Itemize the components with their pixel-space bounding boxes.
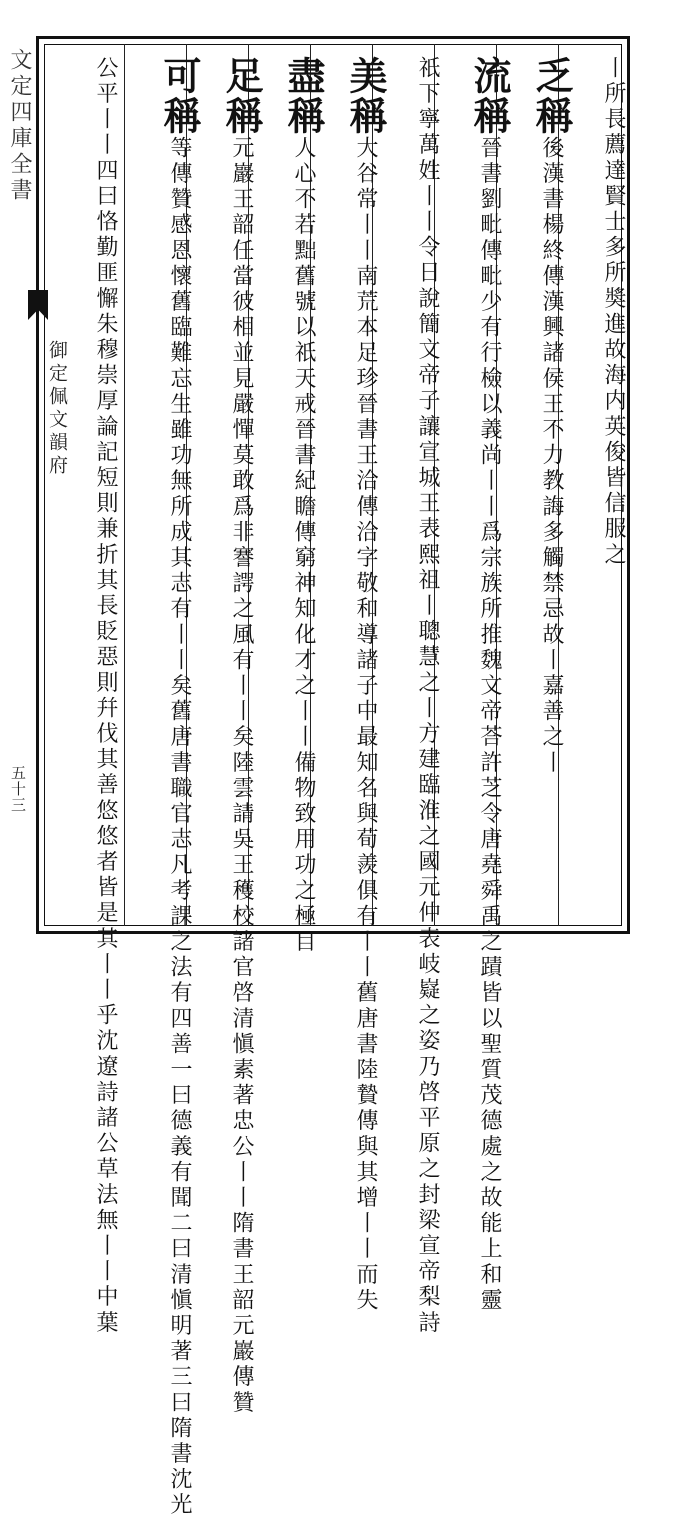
- entry-heading: 盡稱: [281, 56, 326, 136]
- text-column-9: [66, 56, 120, 1336]
- entry-heading: 乏稱: [529, 56, 574, 136]
- text-column-5: [326, 56, 388, 1314]
- text-column-8: [140, 56, 202, 1518]
- column-text: 祇下寧萬姓丨丨令日說簡文帝子讓宣城王表熙祖丨聰慧之丨方建臨淮之國元仲表岐嶷之姿乃啓平原之封梁宣帝梨詩: [415, 56, 440, 1336]
- column-text: 丨所長薦達賢士多所奬進故海内英俊皆信服之: [601, 56, 626, 568]
- text-column-3: [450, 56, 512, 1314]
- page-number: 五十三: [9, 765, 27, 813]
- entry-heading: 可稱: [157, 56, 202, 136]
- text-column-7: [202, 56, 264, 1416]
- margin-header-fragment: 文定四庫全書: [7, 48, 32, 204]
- text-column-4: [388, 56, 442, 1336]
- text-column-2: [512, 56, 574, 916]
- column-text: 元巖王韶任當彼相並見嚴憚莫敢爲非謇諤之風有丨丨矣陸雲請吳王穫校諸官啓清愼素著忠公丨丨隋書王韶元巖傳贊: [229, 136, 254, 1416]
- text-column-1: [574, 56, 628, 916]
- column-text: 大谷常丨丨南荒本足珍晉書王洽傳洽字敬和導諸子中最知名與荀羨俱有丨丨舊唐書陸贄傳與其增丨丨而失: [353, 136, 378, 1314]
- entry-heading: 流稱: [467, 56, 512, 136]
- entry-heading: 足稱: [219, 56, 264, 136]
- column-text: 後漢書楊終傳漢興諸侯王不力教誨多觸禁忌故丨嘉善之丨: [539, 136, 564, 776]
- column-text: 公平丨丨四曰恪勤匪懈朱穆崇厚論記短則兼折其長貶惡則幷伐其善悠悠者皆是其丨丨乎沈遼詩諸公草法無丨丨中葉: [93, 56, 118, 1336]
- text-column-6: [264, 56, 326, 956]
- column-text: 晉書劉毗傳毗少有行檢以義尚丨丨爲宗族所推魏文帝荅許芝令唐堯舜禹之蹟皆以聖質茂德處之故能上和靈: [477, 136, 502, 1314]
- entry-heading: 美稱: [343, 56, 388, 136]
- margin-book-title: 御定佩文韻府: [46, 340, 68, 478]
- column-text: 人心不若黜舊號以祇天戒晉書紀瞻傳窮神知化才之丨丨備物致用功之極目: [291, 136, 316, 956]
- column-text: 等傳贊感恩懷舊臨難忘生雖功無所成其志有丨丨矣舊唐書職官志凡考課之法有四善一曰德義有聞二曰清愼明著三曰隋書沈光: [167, 136, 192, 1518]
- column-rule: [124, 44, 125, 926]
